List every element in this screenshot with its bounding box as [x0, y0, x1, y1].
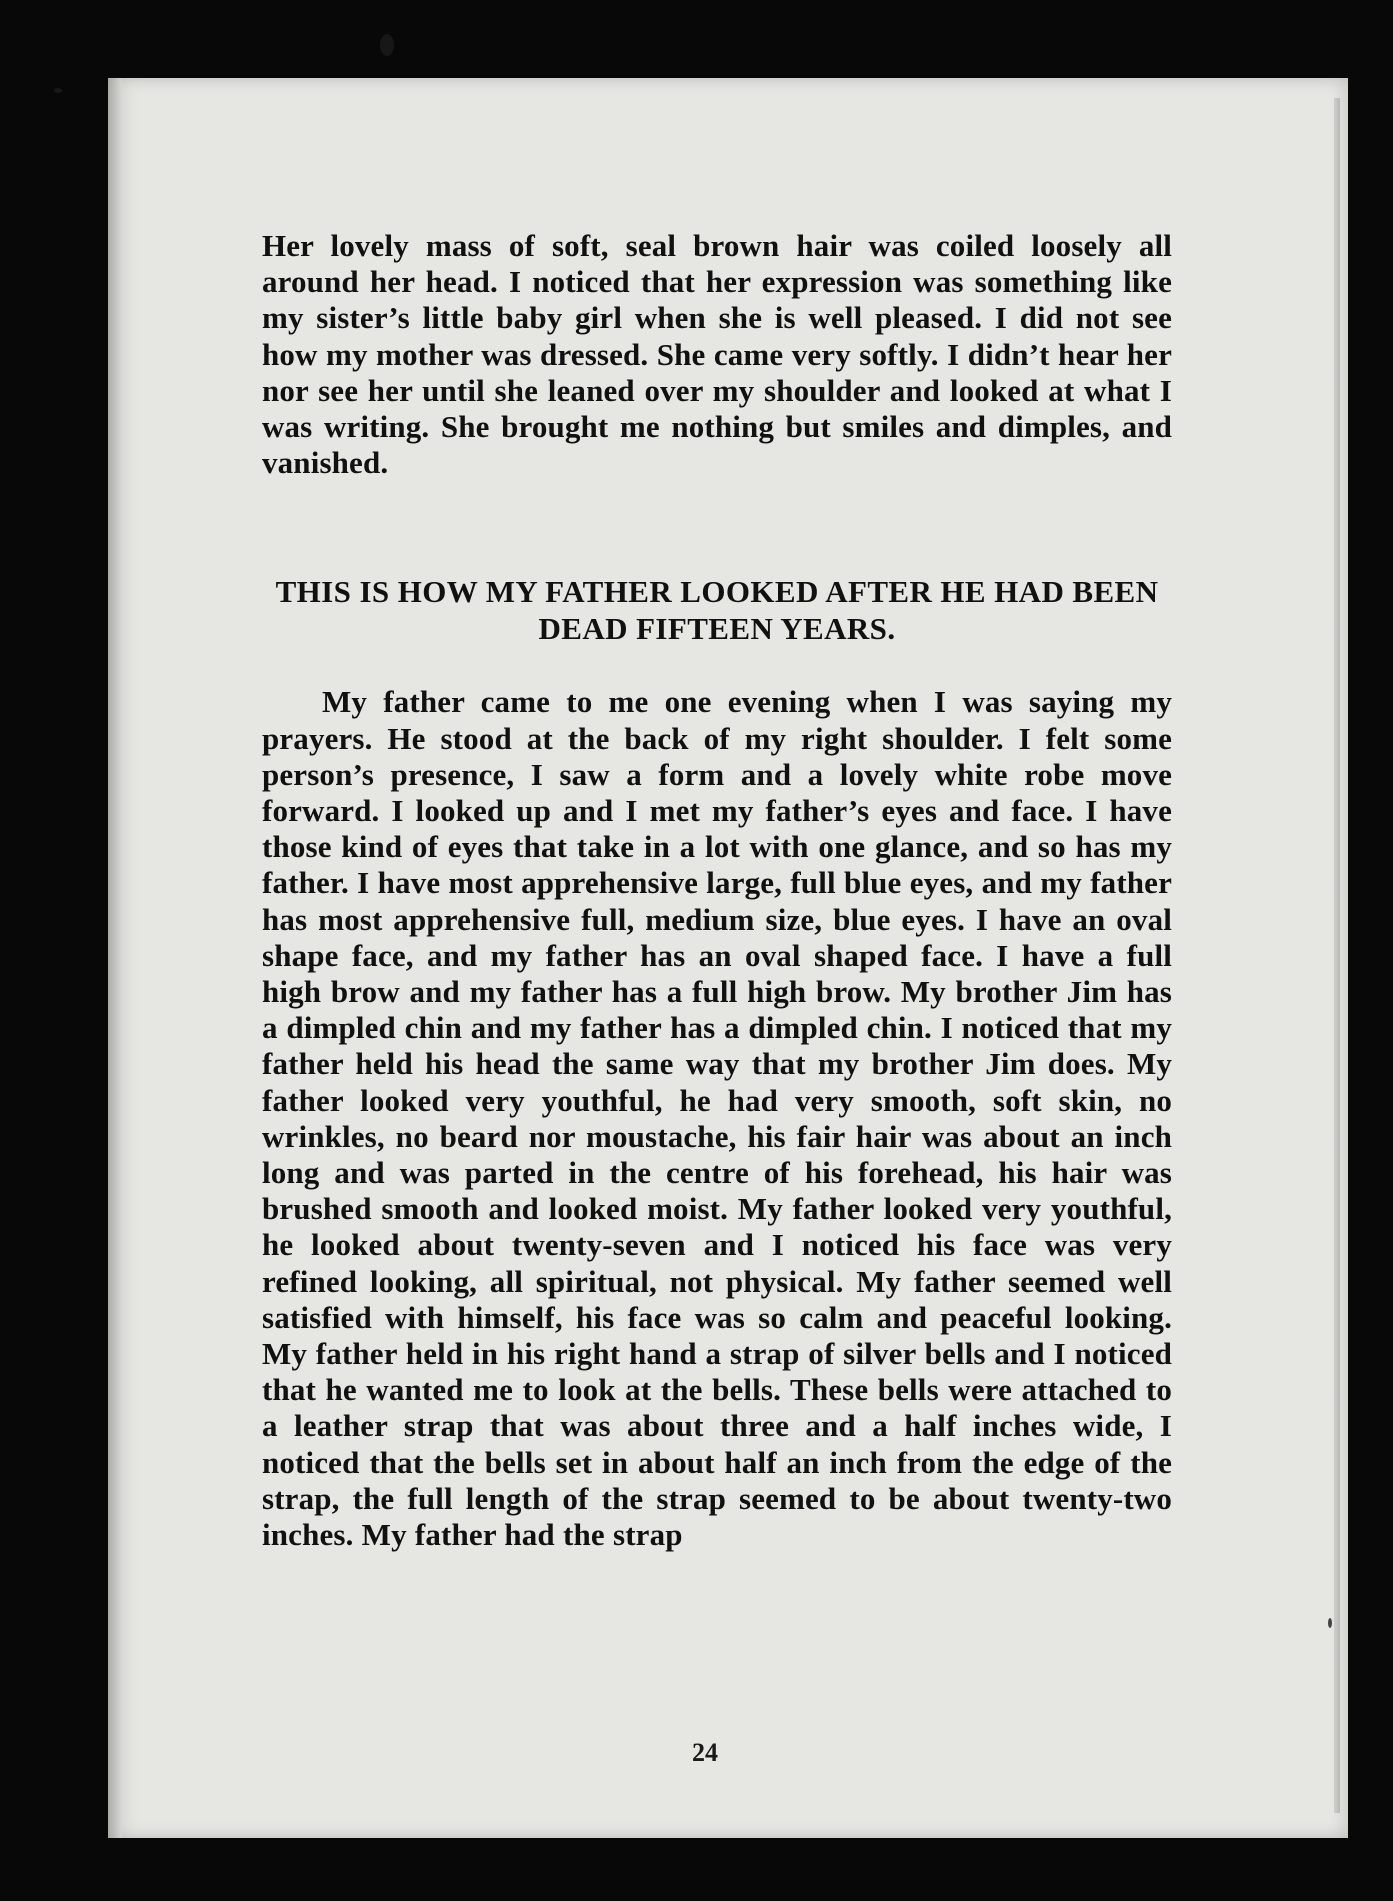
scan-speck [380, 34, 394, 56]
page-binding-edge [108, 78, 122, 1838]
section-heading: THIS IS HOW MY FATHER LOOKED AFTER HE HAD BEEN DEAD FIFTEEN YEARS. [275, 574, 1159, 647]
page-right-edge [1334, 98, 1340, 1813]
scan-speck [54, 88, 62, 93]
section-paragraph: My father came to me one evening when I was saying my prayers. He stood at the back of my right shoulder. I felt some person’s presence, I saw a form and a lovely white robe move forward. I looked up and I met my father’s eyes and face. I have those kind of eyes that take in a lot with one glance, and so has my father. I have most apprehensive large, full blue eyes, and my father has most apprehensive full, medium size, blue eyes. I have an oval shape face, and my father has an oval shaped face. I have a full high brow and my father has a full high brow. My brother Jim has a dimpled chin and my father has a dimpled chin. I noticed that my father held his head the same way that my brother Jim does. My father looked very youthful, he had very smooth, soft skin, no wrinkles, no beard nor moustache, his fair hair was about an inch long and was parted in the centre of his forehead, his hair was brushed smooth and looked moist. My father looked very youthful, he looked about twenty-seven and I noticed his face was very refined looking, all spiritual, not physical. My father seemed well satisfied with himself, his face was so calm and peaceful looking. My father held in his right hand a strap of silver bells and I noticed that he wanted me to look at the bells. These bells were attached to a leather strap that was about three and a half inches wide, I noticed that the bells set in about half an inch from the edge of the strap, the full length of the strap seemed to be about twenty-two inches. My father had the strap [262, 684, 1172, 1553]
scan-speck [1328, 1618, 1332, 1628]
page-text [262, 228, 1172, 1553]
opening-paragraph: Her lovely mass of soft, seal brown hair was coiled loosely all around her head. I noticed that her expression was something like my sister’s little baby girl when she is well pleased. I did not see how my mother was dressed. She came very softly. I didn’t hear her nor see her until she leaned over my shoulder and looked at what I was writing. She brought me nothing but smiles and dimples, and vanished. [262, 228, 1172, 481]
page-number: 24 [692, 1738, 718, 1767]
